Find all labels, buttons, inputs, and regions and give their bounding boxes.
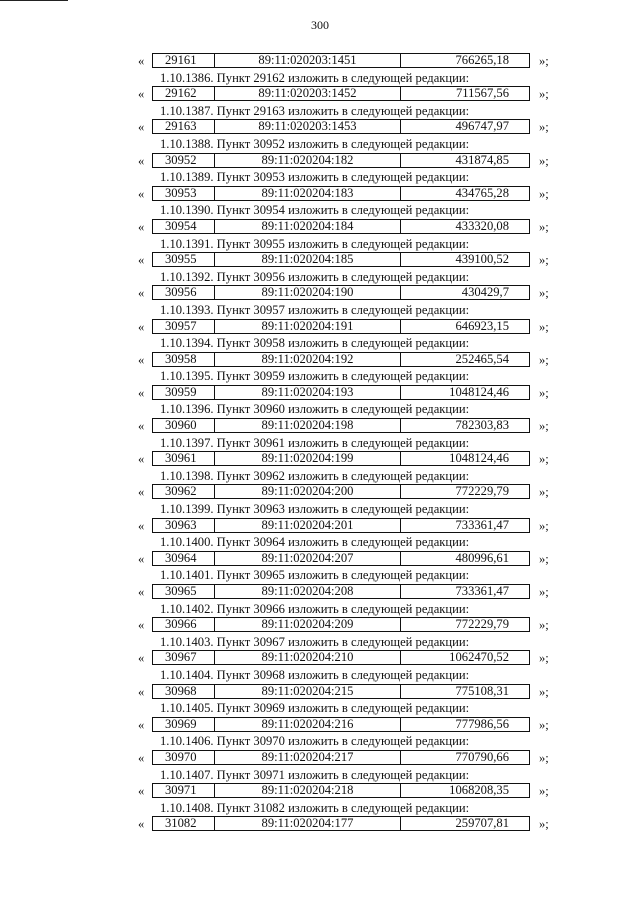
cell-item-number: 31082	[153, 817, 215, 830]
row-table	[152, 484, 530, 499]
quote-open: «	[138, 286, 145, 301]
quote-open: «	[138, 784, 145, 799]
amendment-paragraph	[0, 70, 640, 87]
paragraph-instruction: изложить в следующей редакции:	[288, 236, 470, 251]
cell-cadastral-number: 89:11:020204:210	[215, 651, 401, 664]
paragraph-instruction: изложить в следующей редакции:	[288, 667, 470, 682]
quote-close: »;	[539, 219, 549, 234]
paragraph-instruction: изложить в следующей редакции:	[288, 800, 470, 815]
amendment-paragraph	[0, 534, 640, 551]
row-table	[152, 53, 530, 68]
quote-close: »;	[539, 518, 549, 533]
row-table	[152, 252, 530, 267]
cell-value: 1048124,46	[449, 451, 509, 466]
cell-value: 1062470,52	[449, 650, 509, 665]
row-table	[152, 816, 530, 831]
amendment-paragraph	[0, 236, 640, 253]
cell-item-number: 30965	[153, 585, 215, 598]
quote-open: «	[138, 452, 145, 467]
paragraph-instruction: изложить в следующей редакции:	[288, 535, 470, 550]
row-table	[152, 717, 530, 732]
cell-value: 770790,66	[455, 749, 509, 764]
cell-item-number: 30962	[153, 485, 215, 498]
table-row	[0, 385, 640, 402]
amendment-paragraph	[0, 202, 640, 219]
quote-open: «	[138, 618, 145, 633]
table-row	[0, 352, 640, 369]
quote-close: »;	[539, 286, 549, 301]
quote-close: »;	[539, 817, 549, 832]
quote-close: »;	[539, 120, 549, 135]
paragraph-instruction: изложить в следующей редакции:	[288, 336, 470, 351]
quote-open: «	[138, 385, 145, 400]
cell-item-number: 29162	[153, 87, 215, 100]
row-table	[152, 86, 530, 101]
amendment-paragraph	[0, 103, 640, 120]
paragraph-instruction: изложить в следующей редакции:	[288, 634, 470, 649]
cell-item-number: 30964	[153, 552, 215, 565]
cell-item-number: 29163	[153, 120, 215, 133]
paragraph-prefix: 1.10.1408. Пункт 31082	[160, 800, 285, 815]
quote-open: «	[138, 219, 145, 234]
quote-close: »;	[539, 684, 549, 699]
cell-item-number: 30961	[153, 452, 215, 465]
table-row	[0, 186, 640, 203]
paragraph-instruction: изложить в следующей редакции:	[288, 369, 470, 384]
table-row	[0, 153, 640, 170]
amendment-paragraph	[0, 269, 640, 286]
cell-value: 777986,56	[455, 716, 509, 731]
row-table	[152, 186, 530, 201]
paragraph-prefix: 1.10.1407. Пункт 30971	[160, 767, 285, 782]
paragraph-prefix: 1.10.1388. Пункт 30952	[160, 136, 285, 151]
cell-value: 496747,97	[455, 119, 509, 134]
cell-cadastral-number: 89:11:020204:198	[215, 419, 401, 432]
cell-value: 766265,18	[455, 53, 509, 67]
amendment-paragraph	[0, 169, 640, 186]
paragraph-prefix: 1.10.1397. Пункт 30961	[160, 435, 285, 450]
paragraph-prefix: 1.10.1386. Пункт 29162	[160, 70, 285, 85]
paragraph-instruction: изложить в следующей редакции:	[288, 302, 470, 317]
cell-item-number: 29161	[153, 54, 215, 67]
paragraph-instruction: изложить в следующей редакции:	[288, 170, 470, 185]
cell-cadastral-number: 89:11:020204:207	[215, 552, 401, 565]
cell-cadastral-number: 89:11:020204:190	[215, 286, 401, 299]
cell-cadastral-number: 89:11:020204:185	[215, 253, 401, 266]
paragraph-instruction: изложить в следующей редакции:	[288, 103, 470, 118]
paragraph-prefix: 1.10.1401. Пункт 30965	[160, 568, 285, 583]
quote-open: «	[138, 153, 145, 168]
quote-open: «	[138, 419, 145, 434]
cell-value: 1068208,35	[449, 783, 509, 798]
table-row	[0, 816, 640, 833]
cell-value: 434765,28	[455, 185, 509, 200]
amendment-paragraph	[0, 335, 640, 352]
paragraph-prefix: 1.10.1390. Пункт 30954	[160, 203, 285, 218]
scan-corner-mark	[0, 0, 68, 1]
row-table	[152, 584, 530, 599]
cell-cadastral-number: 89:11:020204:177	[215, 817, 401, 830]
quote-open: «	[138, 186, 145, 201]
row-table	[152, 418, 530, 433]
cell-cadastral-number: 89:11:020204:209	[215, 618, 401, 631]
cell-value: 433320,08	[455, 218, 509, 233]
quote-close: »;	[539, 419, 549, 434]
row-table	[152, 551, 530, 566]
cell-value: 259707,81	[455, 816, 509, 831]
cell-value: 252465,54	[455, 351, 509, 366]
page-number: 300	[311, 18, 329, 32]
table-row	[0, 219, 640, 236]
quote-close: »;	[539, 585, 549, 599]
quote-close: »;	[539, 319, 549, 334]
table-row	[0, 86, 640, 103]
quote-open: «	[138, 585, 145, 599]
cell-cadastral-number: 89:11:020204:191	[215, 320, 401, 333]
paragraph-instruction: изложить в следующей редакции:	[288, 136, 470, 151]
quote-close: »;	[539, 253, 549, 268]
amendment-paragraph	[0, 368, 640, 385]
amendment-paragraph	[0, 567, 640, 584]
quote-close: »;	[539, 87, 549, 102]
amendment-paragraph	[0, 767, 640, 784]
quote-open: «	[138, 651, 145, 666]
paragraph-instruction: изложить в следующей редакции:	[288, 767, 470, 782]
cell-item-number: 30968	[153, 685, 215, 698]
table-row	[0, 451, 640, 468]
quote-open: «	[138, 120, 145, 135]
cell-cadastral-number: 89:11:020204:217	[215, 751, 401, 764]
paragraph-prefix: 1.10.1393. Пункт 30957	[160, 302, 285, 317]
amendment-paragraph	[0, 136, 640, 153]
paragraph-instruction: изложить в следующей редакции:	[288, 601, 470, 616]
table-row	[0, 717, 640, 734]
row-table	[152, 352, 530, 367]
table-row	[0, 617, 640, 634]
cell-cadastral-number: 89:11:020204:183	[215, 187, 401, 200]
amendment-paragraph	[0, 435, 640, 452]
cell-cadastral-number: 89:11:020203:1452	[215, 87, 401, 100]
cell-value: 772229,79	[455, 484, 509, 499]
quote-open: «	[138, 54, 145, 68]
paragraph-instruction: изложить в следующей редакции:	[288, 269, 470, 284]
quote-close: »;	[539, 618, 549, 633]
paragraph-instruction: изложить в следующей редакции:	[288, 502, 470, 517]
cell-cadastral-number: 89:11:020204:182	[215, 154, 401, 167]
table-row	[0, 518, 640, 535]
paragraph-instruction: изложить в следующей редакции:	[288, 203, 470, 218]
table-row	[0, 783, 640, 800]
quote-close: »;	[539, 750, 549, 765]
cell-value: 646923,15	[455, 318, 509, 333]
quote-close: »;	[539, 54, 549, 68]
paragraph-instruction: изложить в следующей редакции:	[288, 568, 470, 583]
paragraph-prefix: 1.10.1402. Пункт 30966	[160, 601, 285, 616]
quote-open: «	[138, 750, 145, 765]
table-row	[0, 484, 640, 501]
cell-cadastral-number: 89:11:020204:199	[215, 452, 401, 465]
paragraph-prefix: 1.10.1403. Пункт 30967	[160, 634, 285, 649]
quote-open: «	[138, 253, 145, 268]
quote-close: »;	[539, 186, 549, 201]
cell-cadastral-number: 89:11:020204:216	[215, 718, 401, 731]
paragraph-instruction: изложить в следующей редакции:	[288, 402, 470, 417]
cell-cadastral-number: 89:11:020204:201	[215, 519, 401, 532]
cell-item-number: 30959	[153, 386, 215, 399]
quote-close: »;	[539, 717, 549, 732]
amendment-paragraph	[0, 468, 640, 485]
cell-value: 480996,61	[455, 550, 509, 565]
cell-value: 772229,79	[455, 617, 509, 632]
table-row	[0, 551, 640, 568]
quote-open: «	[138, 684, 145, 699]
paragraph-instruction: изложить в следующей редакции:	[288, 435, 470, 450]
cell-cadastral-number: 89:11:020204:193	[215, 386, 401, 399]
quote-open: «	[138, 551, 145, 566]
table-row	[0, 650, 640, 667]
row-table	[152, 153, 530, 168]
row-table	[152, 285, 530, 300]
paragraph-prefix: 1.10.1405. Пункт 30969	[160, 701, 285, 716]
quote-open: «	[138, 717, 145, 732]
row-table	[152, 319, 530, 334]
cell-item-number: 30954	[153, 220, 215, 233]
cell-item-number: 30960	[153, 419, 215, 432]
cell-value: 782303,83	[455, 418, 509, 433]
cell-value: 439100,52	[455, 252, 509, 267]
paragraph-prefix: 1.10.1404. Пункт 30968	[160, 667, 285, 682]
paragraph-prefix: 1.10.1400. Пункт 30964	[160, 535, 285, 550]
cell-item-number: 30967	[153, 651, 215, 664]
cell-cadastral-number: 89:11:020204:215	[215, 685, 401, 698]
amendment-paragraph	[0, 700, 640, 717]
amendment-paragraph	[0, 733, 640, 750]
amendment-paragraph	[0, 501, 640, 518]
paragraph-instruction: изложить в следующей редакции:	[288, 701, 470, 716]
cell-item-number: 30970	[153, 751, 215, 764]
paragraph-prefix: 1.10.1392. Пункт 30956	[160, 269, 285, 284]
quote-close: »;	[539, 485, 549, 500]
paragraph-prefix: 1.10.1396. Пункт 30960	[160, 402, 285, 417]
cell-cadastral-number: 89:11:020203:1451	[215, 54, 401, 67]
table-row	[0, 285, 640, 302]
cell-value: 733361,47	[455, 517, 509, 532]
cell-item-number: 30952	[153, 154, 215, 167]
paragraph-prefix: 1.10.1391. Пункт 30955	[160, 236, 285, 251]
cell-cadastral-number: 89:11:020203:1453	[215, 120, 401, 133]
cell-value: 711567,56	[455, 86, 509, 101]
cell-cadastral-number: 89:11:020204:218	[215, 784, 401, 797]
paragraph-prefix: 1.10.1406. Пункт 30970	[160, 734, 285, 749]
table-row	[0, 252, 640, 269]
cell-cadastral-number: 89:11:020204:208	[215, 585, 401, 598]
paragraph-prefix: 1.10.1398. Пункт 30962	[160, 468, 285, 483]
cell-item-number: 30957	[153, 320, 215, 333]
quote-close: »;	[539, 551, 549, 566]
table-row	[0, 319, 640, 336]
cell-item-number: 30963	[153, 519, 215, 532]
quote-open: «	[138, 485, 145, 500]
table-row	[0, 750, 640, 767]
quote-open: «	[138, 518, 145, 533]
paragraph-prefix: 1.10.1389. Пункт 30953	[160, 170, 285, 185]
cell-item-number: 30958	[153, 353, 215, 366]
cell-value: 775108,31	[455, 683, 509, 698]
cell-item-number: 30969	[153, 718, 215, 731]
quote-close: »;	[539, 784, 549, 799]
table-row	[0, 418, 640, 435]
quote-close: »;	[539, 153, 549, 168]
quote-close: »;	[539, 452, 549, 467]
amendment-paragraph	[0, 800, 640, 817]
paragraph-instruction: изложить в следующей редакции:	[288, 70, 470, 85]
cell-cadastral-number: 89:11:020204:200	[215, 485, 401, 498]
quote-open: «	[138, 817, 145, 832]
paragraph-instruction: изложить в следующей редакции:	[288, 734, 470, 749]
amendment-paragraph	[0, 401, 640, 418]
cell-item-number: 30955	[153, 253, 215, 266]
row-table	[152, 617, 530, 632]
quote-open: «	[138, 319, 145, 334]
table-row	[0, 584, 640, 601]
paragraph-prefix: 1.10.1387. Пункт 29163	[160, 103, 285, 118]
cell-value: 733361,47	[455, 584, 509, 598]
amendment-paragraph	[0, 634, 640, 651]
quote-close: »;	[539, 352, 549, 367]
quote-open: «	[138, 87, 145, 102]
row-table	[152, 385, 530, 400]
row-table	[152, 451, 530, 466]
quote-close: »;	[539, 651, 549, 666]
table-row	[0, 53, 640, 70]
row-table	[152, 518, 530, 533]
quote-open: «	[138, 352, 145, 367]
cell-value: 1048124,46	[449, 384, 509, 399]
row-table	[152, 650, 530, 665]
document-body	[0, 53, 640, 833]
row-table	[152, 219, 530, 234]
amendment-paragraph	[0, 601, 640, 618]
cell-value: 430429,7	[461, 285, 509, 300]
row-table	[152, 684, 530, 699]
cell-value: 431874,85	[455, 152, 509, 167]
cell-cadastral-number: 89:11:020204:192	[215, 353, 401, 366]
cell-item-number: 30956	[153, 286, 215, 299]
table-row	[0, 119, 640, 136]
paragraph-prefix: 1.10.1395. Пункт 30959	[160, 369, 285, 384]
row-table	[152, 119, 530, 134]
paragraph-instruction: изложить в следующей редакции:	[288, 468, 470, 483]
cell-item-number: 30971	[153, 784, 215, 797]
cell-item-number: 30966	[153, 618, 215, 631]
cell-item-number: 30953	[153, 187, 215, 200]
amendment-paragraph	[0, 667, 640, 684]
quote-close: »;	[539, 385, 549, 400]
table-row	[0, 684, 640, 701]
paragraph-prefix: 1.10.1394. Пункт 30958	[160, 336, 285, 351]
cell-cadastral-number: 89:11:020204:184	[215, 220, 401, 233]
paragraph-prefix: 1.10.1399. Пункт 30963	[160, 502, 285, 517]
row-table	[152, 783, 530, 798]
amendment-paragraph	[0, 302, 640, 319]
row-table	[152, 750, 530, 765]
